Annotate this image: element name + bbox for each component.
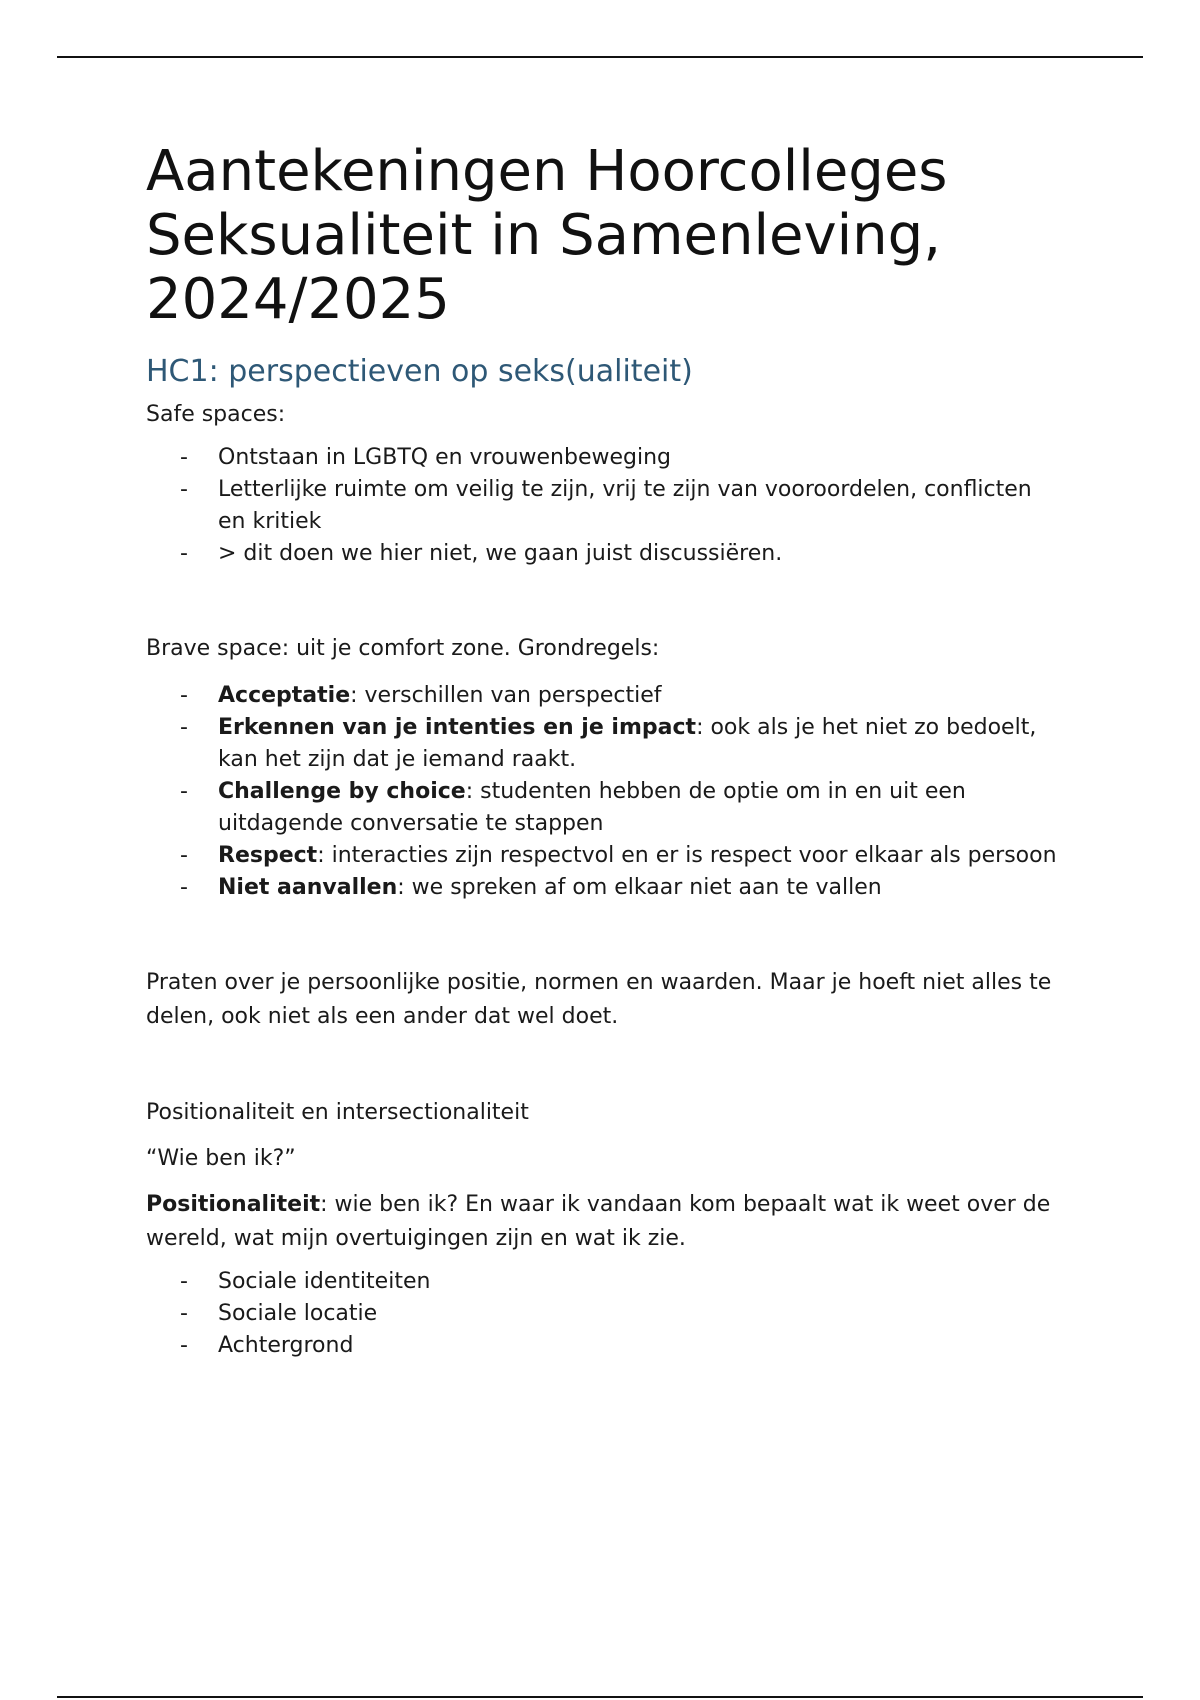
title-line: Seksualiteit in Samenleving, [146,203,942,268]
bullet-dash: - [180,445,188,470]
list-item: - Ontstaan in LGBTQ en vrouwenbeweging [146,442,1066,474]
positionality-heading: Positionaliteit en intersectionaliteit [146,1100,529,1125]
list-item [146,840,1066,872]
top-divider [57,56,1143,58]
rule-text: : we spreken af om elkaar niet aan te vallen [397,875,882,900]
bottom-divider [57,1696,1143,1698]
brave-space-intro: Brave space: uit je comfort zone. Grondregels: [146,636,660,661]
bullet-dash: - [180,1333,188,1358]
bullet-dash: - [180,1301,188,1326]
document-title [146,140,1066,332]
list-item: - Sociale identiteiten [146,1266,1066,1298]
bullet-dash: - [180,1269,188,1294]
personal-position-paragraph: Praten over je persoonlijke positie, normen en waarden. Maar je hoeft niet alles te delen, ook niet als een ander dat wel doet. [146,970,1052,1029]
safe-spaces-intro: Safe spaces: [146,402,286,427]
rule-text: : interacties zijn respectvol en er is respect voor elkaar als persoon [317,843,1057,868]
positionality-definition [146,1188,1066,1256]
bullet-dash: - [180,683,188,708]
rule-term: Niet aanvallen [218,875,398,900]
list-item: - > dit doen we hier niet, we gaan juist discussiëren. [146,538,1066,570]
bullet-dash: - [180,843,188,868]
rule-text: : verschillen van perspectief [350,683,662,708]
rule-text: : studenten hebben de optie om in en uit een uitdagende conversatie te stappen [218,779,966,836]
rule-term: Acceptatie [218,683,351,708]
list-item: - Achtergrond [146,1330,1066,1362]
rule-text: : ook als je het niet zo bedoelt, kan het zijn dat je iemand raakt. [218,715,1037,772]
bullet-dash: - [180,541,188,566]
rule-term: Respect [218,843,318,868]
list-item [146,680,1066,712]
bullet-dash: - [180,779,188,804]
list-item [146,776,1066,840]
rule-term: Challenge by choice [218,779,466,804]
title-line: Aantekeningen Hoorcolleges [146,139,948,204]
definition-text: : wie ben ik? En waar ik vandaan kom bepaalt wat ik weet over de wereld, wat mijn overtuigingen zijn en wat ik zie. [146,1192,1051,1251]
list-item [146,712,1066,776]
rule-term: Erkennen van je intenties en je impact [218,715,697,740]
title-line: 2024/2025 [146,267,450,332]
document-page [146,140,1066,1362]
positionality-quote: “Wie ben ik?” [146,1146,296,1171]
bullet-dash: - [180,875,188,900]
list-item [146,872,1066,904]
positionality-list [146,1266,1066,1362]
safe-spaces-list [146,442,1066,570]
bullet-dash: - [180,715,188,740]
brave-space-rules [146,680,1066,904]
bullet-dash: - [180,477,188,502]
section-heading: HC1: perspectieven op seks(ualiteit) [146,354,693,389]
list-item: - Sociale locatie [146,1298,1066,1330]
list-item: - Letterlijke ruimte om veilig te zijn, vrij te zijn van vooroordelen, conflicten en kritiek [146,474,1066,538]
definition-term: Positionaliteit [146,1192,321,1217]
